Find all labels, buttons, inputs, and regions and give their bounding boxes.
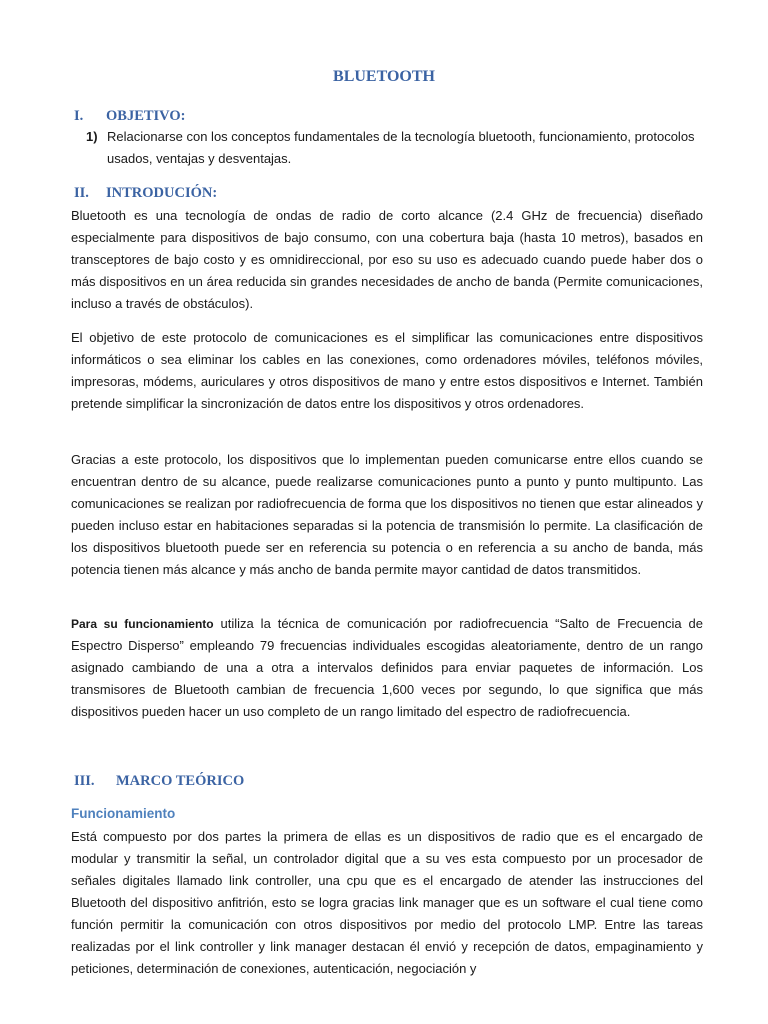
section-title: MARCO TEÓRICO <box>116 773 245 789</box>
section-title: OBJETIVO: <box>106 108 186 124</box>
marco-paragraph: Está compuesto por dos partes la primera de ellas es un dispositivos de radio que es el encargado de modular y transmitir la señal, un controlador digital que a su ves esta compuesto por un procesador de señales digitales llamado link controller, una cpu que es el encargado de atender las instrucciones del Bluetooth del dispositivo anfitrión, esto se logra gracias link manager que es un software el cual tiene como función permitir la comunicación con otros dispositivos por medio del protocolo LMP. Entre las tareas realizadas por el link controller y link manager destacan él envió y recepción de datos, empaginamiento y peticiones, determinación de conexiones, autenticación, negociación y <box>71 829 703 976</box>
paragraph-text: utiliza la técnica de comunicación por radiofrecuencia “Salto de Frecuencia de Espectro Disperso” empleando 79 frecuencias individuales escogidas aleatoriamente, dentro de un rango asignado cambiando de una a otra a intervalos definidos para enviar paquetes de información. Los transmisores de Bluetooth cambian de frecuencia 1,600 veces por segundo, lo que significa que más dispositivos pueden hacer un uso completo de un rango limitado del espectro de radiofrecuencia. <box>71 616 703 719</box>
section-title: INTRODUCIÓN: <box>106 185 218 201</box>
intro-paragraph-3: Gracias a este protocolo, los dispositivos que lo implementan pueden comunicarse entre ellos cuando se encuentran dentro de su alcance, puede realizarse comunicaciones punto a punto y punto multipunto. Las comunicaciones se realizan por radiofrecuencia de forma que los dispositivos no tienen que estar alineados y pueden incluso estar en habitaciones separadas si la potencia de transmisión lo permite. La clasificación de los dispositivos bluetooth puede ser en referencia su potencia o en referencia a su ancho de banda, más potencia tienen más alcance y más ancho de banda permite mayor cantidad de datos transmitidos. <box>71 452 703 577</box>
list-marker: 1) <box>86 129 98 144</box>
section-number: III. <box>74 773 95 789</box>
objective-list-item <box>86 126 706 170</box>
intro-paragraph-2: El objetivo de este protocolo de comunicaciones es el simplificar las comunicaciones entre dispositivos informáticos o sea eliminar los cables en las conexiones, como ordenadores móviles, teléfonos móviles, impresoras, módems, auriculares y otros dispositivos de mano y entre estos dispositivos e Internet. También pretende simplificar la sincronización de datos entre los dispositivos y otros ordenadores. <box>71 330 703 411</box>
subheading-funcionamiento: Funcionamiento <box>71 806 176 821</box>
section-number: I. <box>74 108 84 124</box>
section-heading-objetivo <box>74 108 185 125</box>
section-number: II. <box>74 185 89 201</box>
document-title: BLUETOOTH <box>333 68 435 85</box>
bold-lead: Para su funcionamiento <box>71 617 214 631</box>
intro-paragraph-4 <box>71 613 703 723</box>
intro-paragraph-1: Bluetooth es una tecnología de ondas de radio de corto alcance (2.4 GHz de frecuencia) diseñado especialmente para dispositivos de bajo consumo, con una cobertura baja (hasta 10 metros), basados en transceptores de bajo costo y es omnidireccional, por eso su uso es adecuado cuando puede haber dos o más dispositivos en un área reducida sin grandes necesidades de ancho de banda (Permite comunicaciones, incluso a través de obstáculos). <box>71 208 703 311</box>
section-heading-marco <box>74 773 244 790</box>
list-item-text: Relacionarse con los conceptos fundamentales de la tecnología bluetooth, funcionamiento, protocolos usados, ventajas y desventajas. <box>107 129 695 166</box>
section-heading-introduccion <box>74 185 217 202</box>
